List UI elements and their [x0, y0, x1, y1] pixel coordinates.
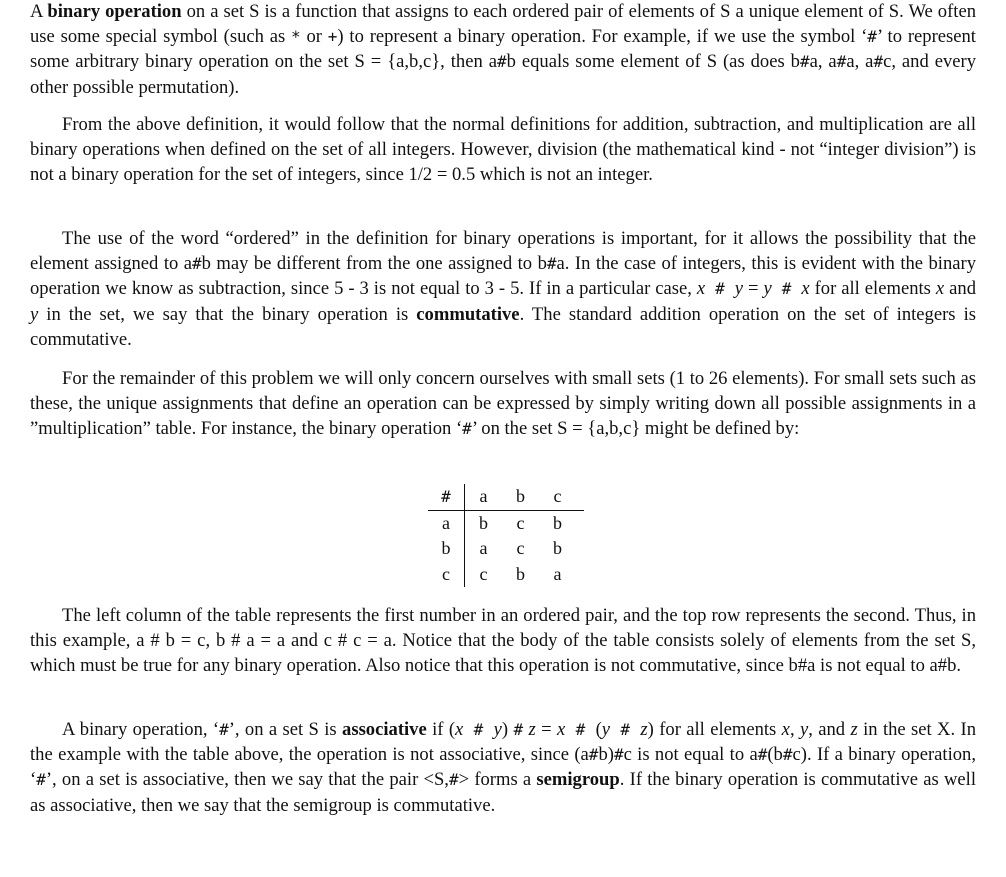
- term-binary-operation: binary operation: [47, 1, 182, 22]
- paragraph-binary-operation-definition: A binary operation on a set S is a function that assigns to each ordered pair of elements of S a unique element of S. We often use some special symbol (such as * or +) to represent a binary operation. For example, if we use the symbol ‘#’ to represent some arbitrary binary operation on the set S = {a,b,c}, then a#b equals some element of S (as does b#a, a#a, a#c, and every other possible permutation).: [30, 1, 976, 98]
- table-row-header: b: [428, 536, 465, 562]
- table-row-header: a: [428, 510, 465, 536]
- table-cell: b: [553, 538, 562, 559]
- table-cell: b: [553, 512, 562, 533]
- operation-table-container: [428, 484, 584, 587]
- table-cell: c: [516, 512, 525, 533]
- table-cell: a: [479, 538, 488, 559]
- table-cell: b: [516, 564, 525, 585]
- paragraph-table-explanation: The left column of the table represents the first number in an ordered pair, and the top row represents the second. Thus, in this example, a # b = c, b # a = a and c # c = a. Notice that the body of the table consists solely of elements from the set S, which must be true for any binary operation. Also notice that this operation is not commutative, since b#a is not equal to a#b.: [30, 605, 976, 677]
- table-row: [428, 510, 584, 536]
- table-cell: c: [479, 564, 488, 585]
- paragraph-small-sets: For the remainder of this problem we will only concern ourselves with small sets (1 to 26 elements). For small sets such as these, the unique assignments that define an operation can be expressed by simply writing down all possible assignments in a ”multiplication” table. For instance, the binary operation ‘#’ on the set S = {a,b,c} might be defined by:: [30, 368, 976, 440]
- table-cell: b: [479, 512, 488, 533]
- table-row: [428, 536, 584, 562]
- paragraph-commutative: The use of the word “ordered” in the definition for binary operations is important, for it allows the possibility that the element assigned to a#b may be different from the one assigned to b#a. In the case of integers, this is evident with the binary operation we know as subtraction, since 5 - 3 is not equal to 3 - 5. If in a particular case, x # y = y # x for all elements x and y in the set, we say that the binary operation is commutative. The standard addition operation on the set of integers is commutative.: [30, 228, 977, 350]
- table-header-row: [428, 484, 584, 510]
- table-row-header: c: [428, 562, 465, 588]
- table-cell: a: [553, 564, 562, 585]
- term-associative: associative: [342, 719, 427, 740]
- paragraph-integer-operations: From the above definition, it would follow that the normal definitions for addition, subtraction, and multiplication are all binary operations when defined on the set of all integers. However, division (the mathematical kind - not “integer division”) is not a binary operation for the set of integers, since 1/2 = 0.5 which is not an integer.: [30, 114, 976, 186]
- term-semigroup: semigroup: [536, 769, 620, 791]
- table-cell: c: [516, 538, 525, 559]
- table-column-header: b: [502, 484, 539, 510]
- term-commutative: commutative: [416, 303, 520, 325]
- table-column-header: a: [465, 484, 503, 510]
- paragraph-associative: A binary operation, ‘#’, on a set S is associative if (x # y) # z = x # (y # z) for all elements x, y, and z in the set X. In the example with the table above, the operation is not associative, since (a#b)#c is not equal to a#(b#c). If a binary operation, ‘#’, on a set is associative, then we say that the pair <S,#> forms a semigroup. If the binary operation is commutative as well as associative, then we say that the semigroup is commutative.: [30, 719, 976, 816]
- operation-table: [428, 484, 584, 587]
- table-corner-symbol: #: [428, 484, 465, 510]
- table-column-header: c: [539, 484, 576, 510]
- table-row: [428, 562, 584, 588]
